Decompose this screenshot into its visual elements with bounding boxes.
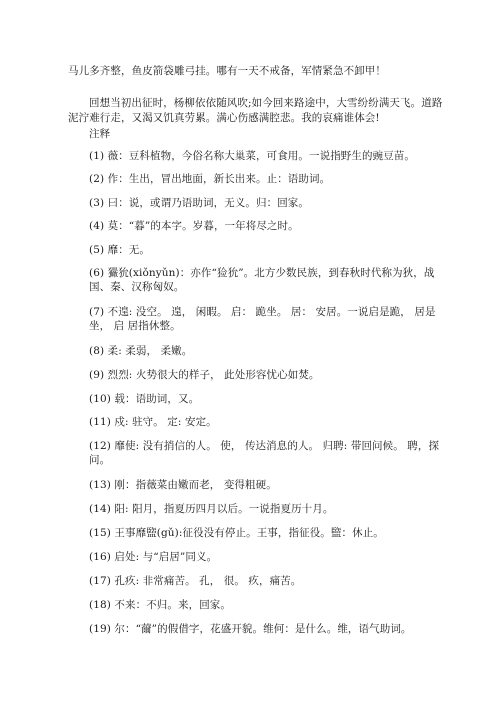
notes-heading: 注释 (89, 128, 111, 140)
note-item-3: (3) 曰：说，或谓乃语助词，无义。归：回家。 (89, 197, 310, 209)
note-item-14: (14) 阳: 阳月，指夏历四月以后。一说指夏历十月。 (89, 503, 334, 515)
note-item-6-text: (6) 玁狁(xiǒnyǔn)：亦作“猃狁”。北方少数民族，到春秋时代称为狄，战国、秦、汉称匈奴。 (89, 267, 435, 293)
note-item-1: (1) 薇：豆科植物，今俗名称大巢菜，可食用。一说指野生的豌豆苗。 (89, 150, 416, 162)
note-item-5: (5) 靡：无。 (89, 244, 151, 256)
note-item-7-text: (7) 不遑: 没空。 遑， 闲暇。 启： 跪坐。 居： 安居。一说启是跪， 居是坐， 启 居指休整。 (89, 306, 436, 332)
note-item-12 (89, 439, 447, 467)
poem-paragraph-2-line-1: 回想当初出征时，杨柳依依随风吹;如今回来路途中，大雪纷纷满天飞。道路 (89, 97, 443, 109)
poem-paragraph-2-line-2: 泥泞难行走，又渴又饥真劳累。满心伤感满腔悲。我的哀痛谁体会! (68, 112, 380, 124)
note-item-6 (89, 266, 447, 294)
note-item-9: (9) 烈烈: 火势很大的样子， 此处形容忧心如焚。 (89, 369, 320, 381)
note-item-12-text: (12) 靡使: 没有捎信的人。 使， 传达消息的人。 归聘: 带回问候。 聘，探问。 (89, 440, 440, 466)
note-item-15: (15) 王事靡盬(gǔ):征役没有停止。王事，指征役。盬：休止。 (89, 527, 384, 539)
note-item-13: (13) 刚：指薇菜由嫩而老， 变得粗硬。 (89, 479, 277, 491)
note-item-16: (16) 启处: 与“启居”同义。 (89, 551, 218, 563)
note-item-7 (89, 305, 447, 333)
note-item-19: (19) 尔：“薾”的假借字，花盛开貌。维何：是什么。维，语气助词。 (89, 623, 412, 635)
note-item-8: (8) 柔: 柔弱， 柔嫩。 (89, 345, 193, 357)
poem-line-1: 马儿多齐整，鱼皮箭袋雕弓挂。哪有一天不戒备，军情紧急不卸甲！ (68, 65, 386, 77)
note-item-17: (17) 孔疚: 非常痛苦。 孔， 很。 疚，痛苦。 (89, 575, 302, 587)
note-item-4: (4) 莫：“暮”的本字。岁暮，一年将尽之时。 (89, 220, 299, 232)
note-item-10: (10) 载：语助词，又。 (89, 393, 200, 405)
note-item-11: (11) 戍: 驻守。 定: 安定。 (89, 416, 217, 428)
note-item-2: (2) 作：生出，冒出地面，新长出来。止：语助词。 (89, 173, 331, 185)
note-item-18: (18) 不来：不归。来，回家。 (89, 599, 231, 611)
